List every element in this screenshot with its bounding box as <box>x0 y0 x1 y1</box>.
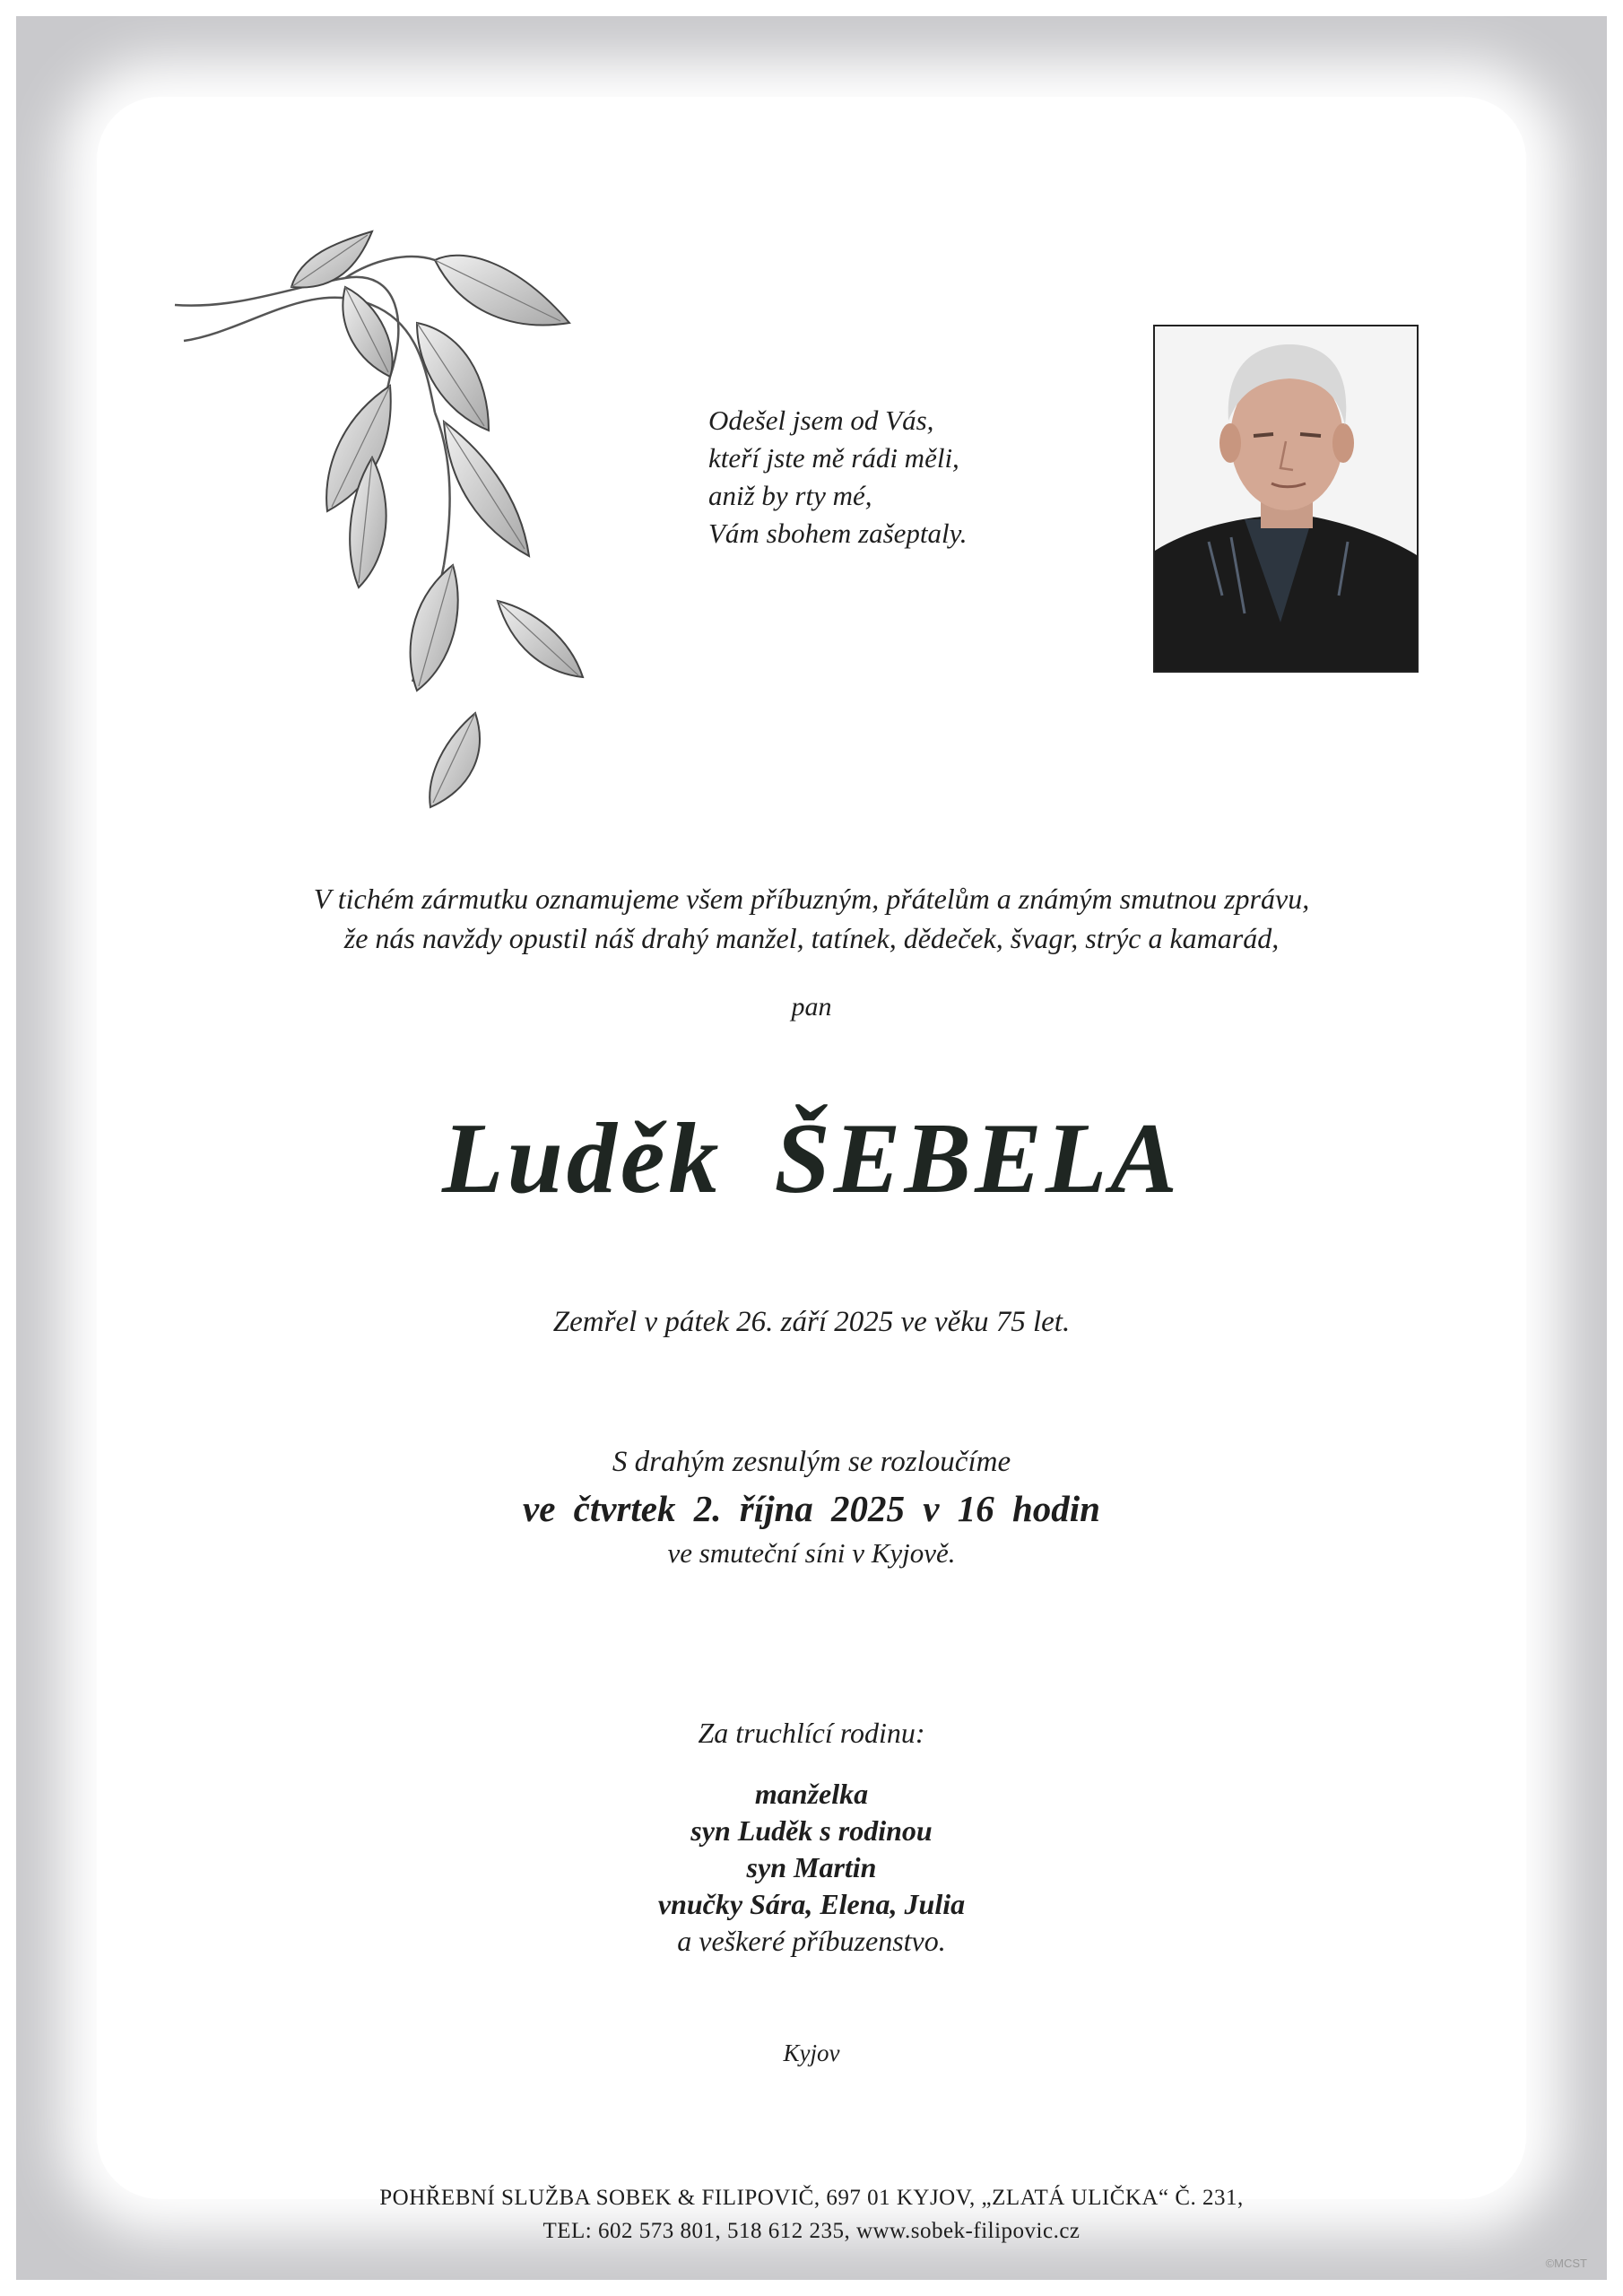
salutation: pan <box>791 992 832 1022</box>
family-intro: Za truchlící rodinu: <box>698 1717 925 1749</box>
town: Kyjov <box>783 2039 840 2066</box>
funeral-service-footer <box>0 2181 1623 2248</box>
announcement-line: že nás navždy opustil náš drahý manžel, tatínek, dědeček, švagr, strýc a kamarád, <box>343 922 1280 954</box>
family-member: manželka <box>754 1778 869 1810</box>
family-list <box>0 1776 1623 1960</box>
poem-line: aniž by rty mé, <box>708 480 872 511</box>
poem-line: Vám sbohem zašeptaly. <box>708 517 968 549</box>
announcement <box>0 879 1623 958</box>
announcement-line: V tichém zármutku oznamujeme všem příbuzným, přátelům a známým smutnou zprávu, <box>313 883 1310 915</box>
leaf-branch-icon <box>166 224 605 825</box>
family-member: syn Martin <box>746 1851 877 1883</box>
footer-address: POHŘEBNÍ SLUŽBA SOBEK & FILIPOVIČ, 697 01 KYJOV, „ZLATÁ ULIČKA“ Č. 231, <box>379 2186 1244 2210</box>
family-member: syn Luděk s rodinou <box>690 1814 933 1847</box>
family-member: vnučky Sára, Elena, Julia <box>657 1888 966 1920</box>
deceased-name: Luděk ŠEBELA <box>442 1103 1181 1214</box>
poem-line: Odešel jsem od Vás, <box>708 404 934 436</box>
family-closing: a veškeré příbuzenstvo. <box>677 1925 946 1957</box>
footer-contact: TEL: 602 573 801, 518 612 235, www.sobek-filipovic.cz <box>542 2219 1081 2243</box>
death-info: Zemřel v pátek 26. září 2025 ve věku 75 let. <box>552 1306 1071 1338</box>
farewell-intro: S drahým zesnulým se rozloučíme <box>612 1446 1011 1478</box>
watermark: ©MCST <box>1545 2257 1587 2270</box>
poem <box>708 402 1103 552</box>
farewell-place: ve smuteční síni v Kyjově. <box>667 1537 956 1569</box>
poem-line: kteří jste mě rádi měli, <box>708 442 959 474</box>
portrait-photo <box>1153 325 1419 673</box>
farewell-date: ve čtvrtek 2. října 2025 v 16 hodin <box>523 1488 1100 1529</box>
